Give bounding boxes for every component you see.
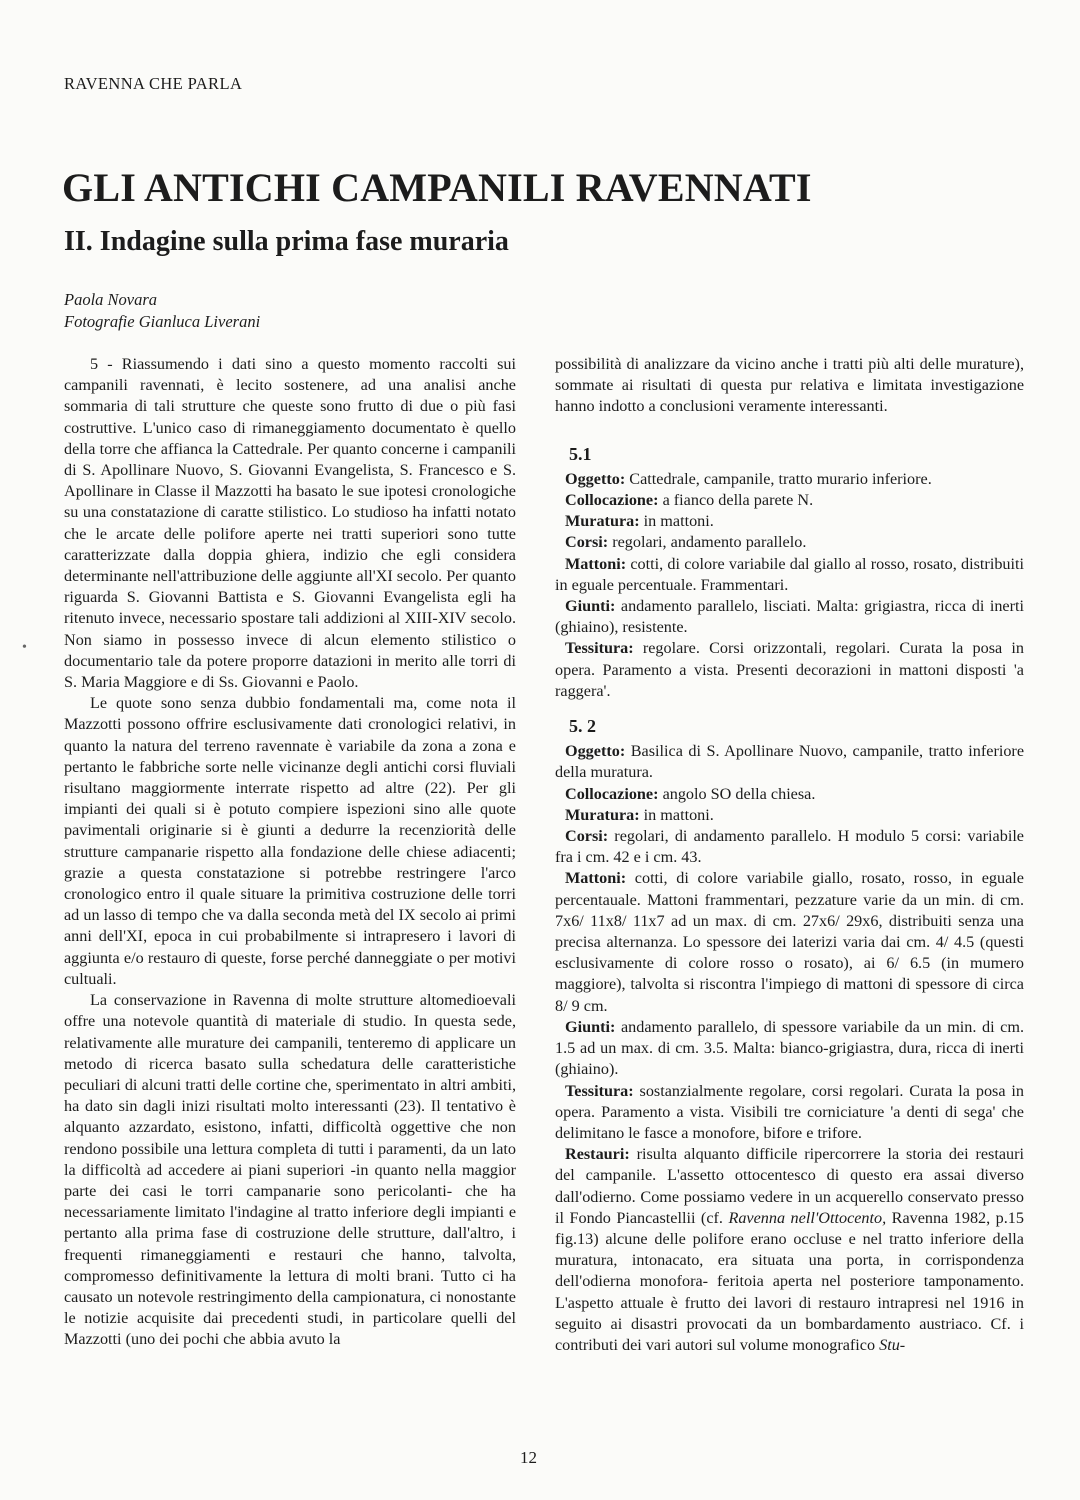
entry-text: Ravenna 1982, p.15 fig.13) alcune delle polifore erano occluse e nel tratto inferiore della muratura, intonacato, era situata una porta, in corrispondenza dell'odierna monofora- feritoia aperta nel posteriore tamponamento. L'aspetto attuale è frutto dei lavori di restauro intrapresi nel 1916 in seguito ai disastri provocati da un bombardamento austriaco. Cf. i contributi dei vari autori sul volume monografico xyxy=(555,1208,1024,1354)
entry-giunti xyxy=(555,1017,1024,1081)
entry-text: regolare. Corsi orizzontali, regolari. Curata la posa in opera. Paramento a vista. Presenti decorazioni in mattoni disposti 'a raggera'. xyxy=(555,639,1024,700)
entry-giunti xyxy=(555,596,1024,638)
entry-label: Collocazione: xyxy=(565,784,659,803)
entry-corsi xyxy=(555,826,1024,868)
entry-label: Corsi: xyxy=(565,827,609,846)
entry-text: andamento parallelo, lisciati. Malta: grigiastra, ricca di inerti (ghiaino), resistente. xyxy=(555,597,1024,637)
citation-title: Stu- xyxy=(879,1335,906,1354)
article-subtitle: II. Indagine sulla prima fase muraria xyxy=(64,226,509,257)
entry-label: Restauri: xyxy=(565,1145,630,1164)
entry-mattoni xyxy=(555,554,1024,596)
entry-muratura xyxy=(555,511,1024,532)
citation-title: Ravenna nell'Ottocento, xyxy=(728,1208,887,1227)
entry-text: andamento parallelo, di spessore variabile da un min. di cm. 1.5 ad un max. di cm. 3.5. Malta: bianco-grigiastra, dura, ricca di inerti (ghiaino). xyxy=(555,1017,1024,1079)
entry-text: in mattoni. xyxy=(639,512,714,531)
entry-label: Oggetto: xyxy=(565,742,626,761)
left-column xyxy=(64,354,516,1351)
entry-oggetto xyxy=(555,741,1024,783)
paragraph: La conservazione in Ravenna di molte strutture altomedioevali offre una notevole quantità di materiale di studio. In questa sede, relativamente alle murature dei campanili, tenteremo di applicare un metodo di ricerca basato sulla schedatura delle caratteristiche peculiari di alcuni tratti delle cortine che, sperimentato in altri ambiti, ha dato sin dagli inizi risultati molto interessanti (23). Il tentativo è alquanto azzardato, esistono, infatti, difficoltà oggettive che non rendono possibile una lettura completa di tutti i paramenti, da un lato la difficoltà ad accedere ai piani superiori -in quanto nella maggior parte dei casi le torri campanarie sono pericolanti- che ha necessariamente limitato l'indagine al tratto inferiore degli impianti e pertanto alla prima fase di costruzione delle strutture, dall'altro, i frequenti rimaneggiamenti e restauri che hanno, talvolta, compromesso definitivamente la lettura di molti brani. Tutto ci ha causato un notevole restringimento della campionatura, ci nonostante le notizie acquisite dai precedenti studi, in particolare quelli del Mazzotti (uno dei pochi che abbia avuto la xyxy=(64,991,516,1349)
entry-collocazione xyxy=(555,784,1024,805)
entry-text: cotti, di colore variabile giallo, rosato, rosso, in eguale percentauale. Mattoni frammentari, pezzature varie da un min. di cm. 7x6/ 11x8/ 11x7 ad un max. di cm. 27x6/ 29x6, distribuiti senza una precisa alternanza. Lo spessore dei laterizi varia dai cm. 4/ 4.5 (questi esclusivamente di colore rosso o rosato), ai 6/ 6.5 (in mumero maggiore), talvolta si riscontra l'impiego di mattoni di spessore di circa 8/ 9 cm. xyxy=(555,869,1024,1015)
entry-text: risulta alquanto difficile ripercorrere la storia dei restauri del campanile. L'assetto ottocentesco di questo era assai diverso dall'odierno. Come possiamo vedere in un acquerello conservato presso il Fondo Piancastellii (cf. xyxy=(555,1145,1024,1227)
entry-text: Cattedrale, campanile, tratto murario inferiore. xyxy=(625,469,932,488)
entry-label: Muratura: xyxy=(565,512,640,531)
entry-label: Giunti: xyxy=(565,597,616,616)
entry-text: cotti, di colore variabile dal giallo al rosso, rosato, distribuiti in eguale percentuale. Frammentari. xyxy=(555,554,1024,594)
entry-label: Oggetto: xyxy=(565,469,626,488)
section-heading: 5.1 xyxy=(569,443,592,464)
paragraph: Le quote sono senza dubbio fondamentali ma, come nota il Mazzotti possono offrire esclusivamente dati cronologici relativi, in quanto la natura del terreno ravennate è variabile da zona a zona e pertanto le fabbriche sorte nelle vicinanze degli antichi corsi fluviali risultano maggiormente interrate rispetto ad altre (22). Per gli impianti dei quali si è potuto compiere ispezioni sino alle quote pavimentali originarie si è giunti a dedurre la recenziorità delle strutture campanarie rispetto alla fondazione delle chiese adiacenti; grazie a questa constatazione si potrebbe restringere l'arco cronologico entro il quale situare la primitiva costruzione delle torri ad un lasso di tempo che va dalla seconda metà del IX secolo ai primi anni dell'XI, epoca in cui probabilmente si intrapresero i lavori di aggiunta e/o restauro di queste, forse perché danneggiate o per motivi cultuali. xyxy=(64,694,516,988)
entry-text: regolari, andamento parallelo. xyxy=(608,533,807,552)
entry-label: Tessitura: xyxy=(565,1081,634,1100)
author-name: Paola Novara xyxy=(64,290,158,309)
right-column xyxy=(555,354,1024,1356)
entry-text: sostanzialmente regolare, corsi regolari. Curata la posa in opera. Paramento a vista. Visibili tre corniciature 'a denti di sega' che delimitano le fasce a monofore, bifore e trifore. xyxy=(555,1081,1024,1142)
paragraph: possibilità di analizzare da vicino anche i tratti più alti delle murature), sommate ai risultati di questa pur relativa e limitata investigazione hanno indotto a conclusioni veramente interessanti. xyxy=(555,355,1024,416)
entry-label: Corsi: xyxy=(565,533,609,552)
entry-text: angolo SO della chiesa. xyxy=(658,784,816,803)
photo-credit: Fotografie Gianluca Liverani xyxy=(64,312,261,331)
paragraph: 5 - Riassumendo i dati sino a questo momento raccolti sui campanili ravennati, è lecito sostenere, ad una analisi anche sommaria di tali strutture che queste sono frutto di due o più fasi costruttive. L'unico caso di rimaneggiamento documentato è quello della torre che affianca la Cattedrale. Per quanto concerne i campanili di S. Apollinare Nuovo, S. Giovanni Evangelista, S. Francesco e S. Apollinare in Classe il Mazzotti ha basato le sue ipotesi cronologiche su una constatazione di caratte stilistico. Lo studioso ha infatti notato che le arcate delle polifore aperte nei tratti superiori sono tutte caratterizzate dalla doppia ghiera, indizio che egli considera determinante nell'attribuzione delle aggiunte all'XI secolo. Per quanto riguarda S. Giovanni Battista e S. Giovanni Evangelista egli ha ritenuto invece, necessario spostare tali addizioni al XIII-XIV secolo. Non siamo in possesso invece di alcun elemento stilistico o documentario tale da potere proporre datazioni in merito alle torri di S. Maria Maggiore e di Ss. Giovanni e Paolo. xyxy=(64,355,516,692)
entry-restauri xyxy=(555,1144,1024,1356)
entry-tessitura xyxy=(555,1081,1024,1145)
article-title: GLI ANTICHI CAMPANILI RAVENNATI xyxy=(62,165,812,210)
section-heading: 5. 2 xyxy=(569,716,596,737)
entry-label: Mattoni: xyxy=(565,869,627,888)
running-head: RAVENNA CHE PARLA xyxy=(64,74,243,93)
entry-text: Basilica di S. Apollinare Nuovo, campanile, tratto inferiore della muratura. xyxy=(555,742,1024,782)
entry-text: in mattoni. xyxy=(639,805,714,824)
entry-label: Collocazione: xyxy=(565,491,659,510)
entry-label: Muratura: xyxy=(565,805,640,824)
margin-dot: • xyxy=(22,640,27,655)
entry-label: Giunti: xyxy=(565,1017,616,1036)
entry-collocazione xyxy=(555,490,1024,511)
entry-corsi xyxy=(555,532,1024,553)
entry-text: regolari, di andamento parallelo. H modulo 5 corsi: variabile fra i cm. 42 e i cm. 43. xyxy=(555,827,1024,867)
entry-text: a fianco della parete N. xyxy=(658,491,814,510)
entry-mattoni xyxy=(555,868,1024,1016)
entry-label: Tessitura: xyxy=(565,639,634,658)
entry-oggetto xyxy=(555,469,1024,490)
page-number: 12 xyxy=(520,1448,537,1467)
entry-tessitura xyxy=(555,638,1024,702)
entry-muratura xyxy=(555,805,1024,826)
entry-label: Mattoni: xyxy=(565,554,627,573)
